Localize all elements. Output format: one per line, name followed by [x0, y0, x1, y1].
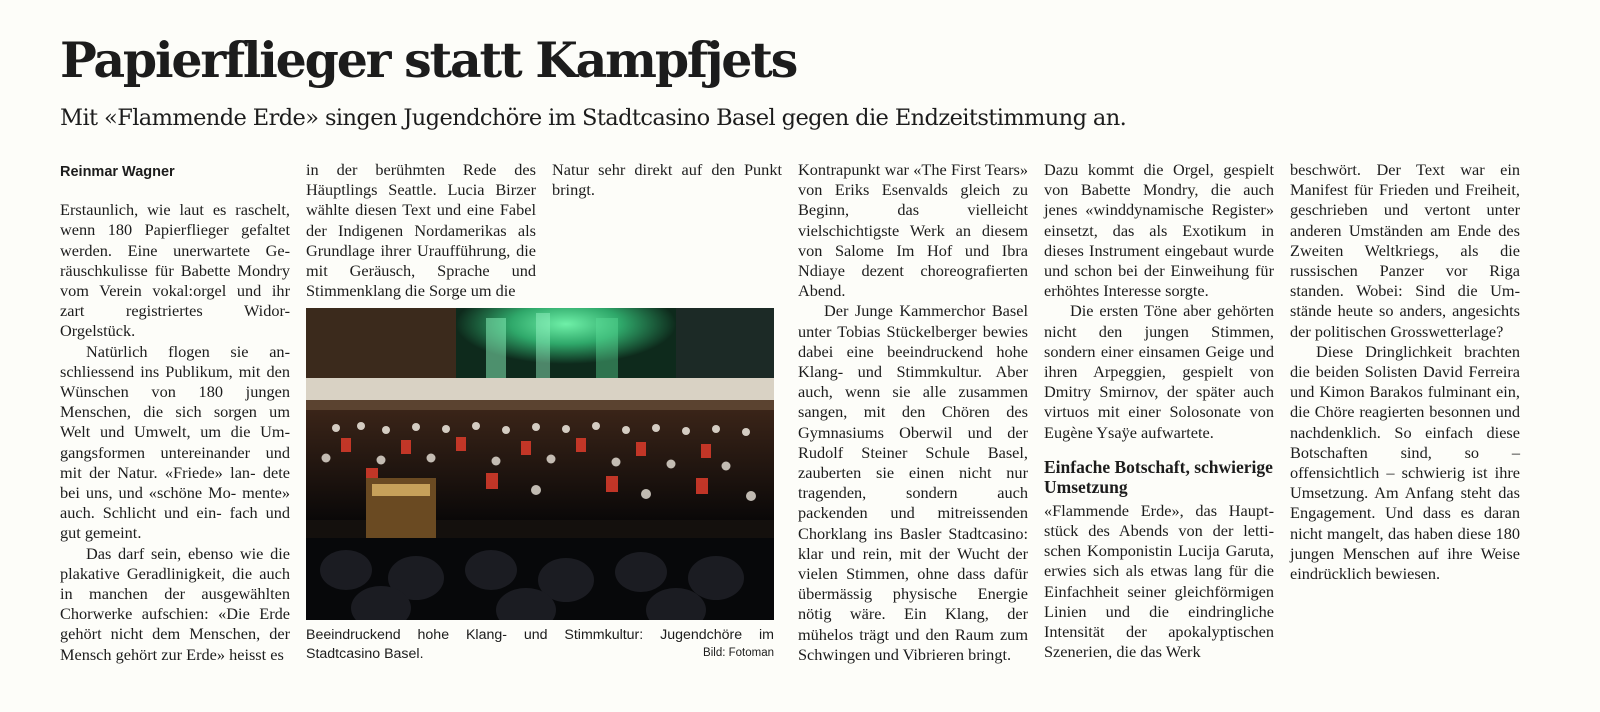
headline: Papierflieger statt Kampfjets: [60, 31, 797, 89]
paragraph-6: Die ersten Töne aber gehörten nicht den jungen Stimmen, sondern einer einsamen Geige und ihren Arpeggien, gespielt von Dmitry Smirnov, der später auch virtuos mit einer Solosonate von Eugène Ysaÿe aufwartete.: [1044, 301, 1274, 442]
column-5: [1044, 160, 1274, 662]
paragraph-continuation: Natur sehr direkt auf den Punkt bringt.: [552, 160, 782, 200]
paragraph-continuation: Dazu kommt die Orgel, gespielt von Babette Mondry, die auch jenes «winddynamische Register» einsetzt, das als Exotikum in dieses Instrument eingebaut wurde und schon bei der Einweihung für erhöhtes Interesse sorgte.: [1044, 160, 1274, 301]
paragraph-7: «Flammende Erde», das Hauptstück des Abends von der lettischen Komponistin Lucija Garuta, erwies sich als etwas lang für die Einfachheit seiner gleichförmigen Linien und die eindringliche Intensität der apokalyptischen Szenerien, die das Werk: [1044, 500, 1274, 662]
author-byline: Reinmar Wagner: [60, 164, 175, 180]
paragraph-continuation: beschwört. Der Text war ein Manifest für Frieden und Freiheit, geschrieben und vertont unter anderen Umständen am Ende des Zweiten Weltkriegs, als die russischen Panzer vor Riga standen. Wobei: Sind die Umstände heute so anders, angesichts der politischen Grosswetterlage?: [1290, 160, 1520, 341]
paragraph-2: Natürlich flogen sie anschliessend ins Publikum, mit den Wünschen von 180 jungen Menschen, die sich sorgen um Welt und Umwelt, um die Umgangsformen untereinander und mit der Natur. «Friede» lan- dete bei uns, und «schöne Mo- mente» auch. Schlicht und ein- fach und gut gemeint.: [60, 341, 290, 543]
section-subtitle: Einfache Botschaft, schwierige Umsetzung: [1044, 456, 1273, 497]
subheadline: Mit «Flammende Erde» singen Jugendchöre im Stadtcasino Basel gegen die Endzeitstimmung an.: [60, 105, 1127, 131]
photo-caption-text: Beeindruckend hohe Klang- und Stimmkultur: Jugendchöre im Stadtcasino Basel.: [306, 627, 774, 662]
choir-stage-image: [306, 308, 774, 620]
column-2: [306, 160, 536, 301]
column-4: [798, 160, 1028, 665]
paragraph-1: Erstaunlich, wie laut es raschelt, wenn 180 Papierflieger gefaltet werden. Eine unerwartete Geräuschkulisse für Babette Mondry vom Verein vokal:orgel und ihr zart registriertes Widor-Orgelstück.: [60, 200, 290, 341]
paragraph-5: Der Junge Kammerchor Basel unter Tobias Stückelberger bewies dabei eine beeindruckend hohe Klang- und Stimmkultur. Aber auch, wenn sie alle zusammen sangen, mit den Chören des Gymnasiums Oberwil und der Rudolf Steiner Schule Basel, zauberten sie einen nicht nur tragenden, sondern auch packenden und mitreissenden Chorklang ins Basler Stadtcasino: klar und rein, mit der Wucht der vielen Stimmen, ohne dass dafür übermässig physische Energie nötig wäre. Ein Klang, der mühelos trägt und den Raum zum Schwingen und Vibrieren bringt.: [798, 301, 1028, 664]
column-6: [1290, 160, 1520, 584]
column-1: [60, 160, 290, 665]
paragraph-3-start: Das darf sein, ebenso wie die plakative Geradlinigkeit, die auch in manchen der ausgewählten Chorwerke aufschien: «Die Erde gehört nicht dem Menschen, der Mensch gehört zur Erde» heisst es: [60, 543, 290, 664]
paragraph-4: Kontrapunkt war «The First Tears» von Eriks Esenvalds gleich zu Beginn, das vielleicht vielschichtigste Werk an diesem von Salome Im Hof und Ibra Ndiaye dezent choreografierten Abend.: [798, 160, 1028, 301]
photo-credit: Bild: Fotoman: [703, 647, 774, 659]
paragraph-8: Diese Dringlichkeit brachten die beiden Solisten David Ferreira und Kimon Barakos fulminant ein, die Chöre reagierten besonnen und nachdenklich. So einfach diese Botschaften sind, so – offensichtlich – schwierig ist ihre Umsetzung. Am Anfang steht das Engagement. Und dass es daran nicht mangelt, das haben diese 180 jungen Menschen auf ihre Weise eindrücklich bewiesen.: [1290, 341, 1520, 584]
paragraph-continuation: in der berühmten Rede des Häuptlings Seattle. Lucia Birzer wählte diesen Text und eine Fabel der Indigenen Nordamerikas als Grundlage ihrer Uraufführung, die mit Geräusch, Sprache und Stimmenklang die Sorge um die: [306, 160, 536, 301]
concert-photo: [306, 308, 774, 620]
column-3: [552, 160, 782, 200]
